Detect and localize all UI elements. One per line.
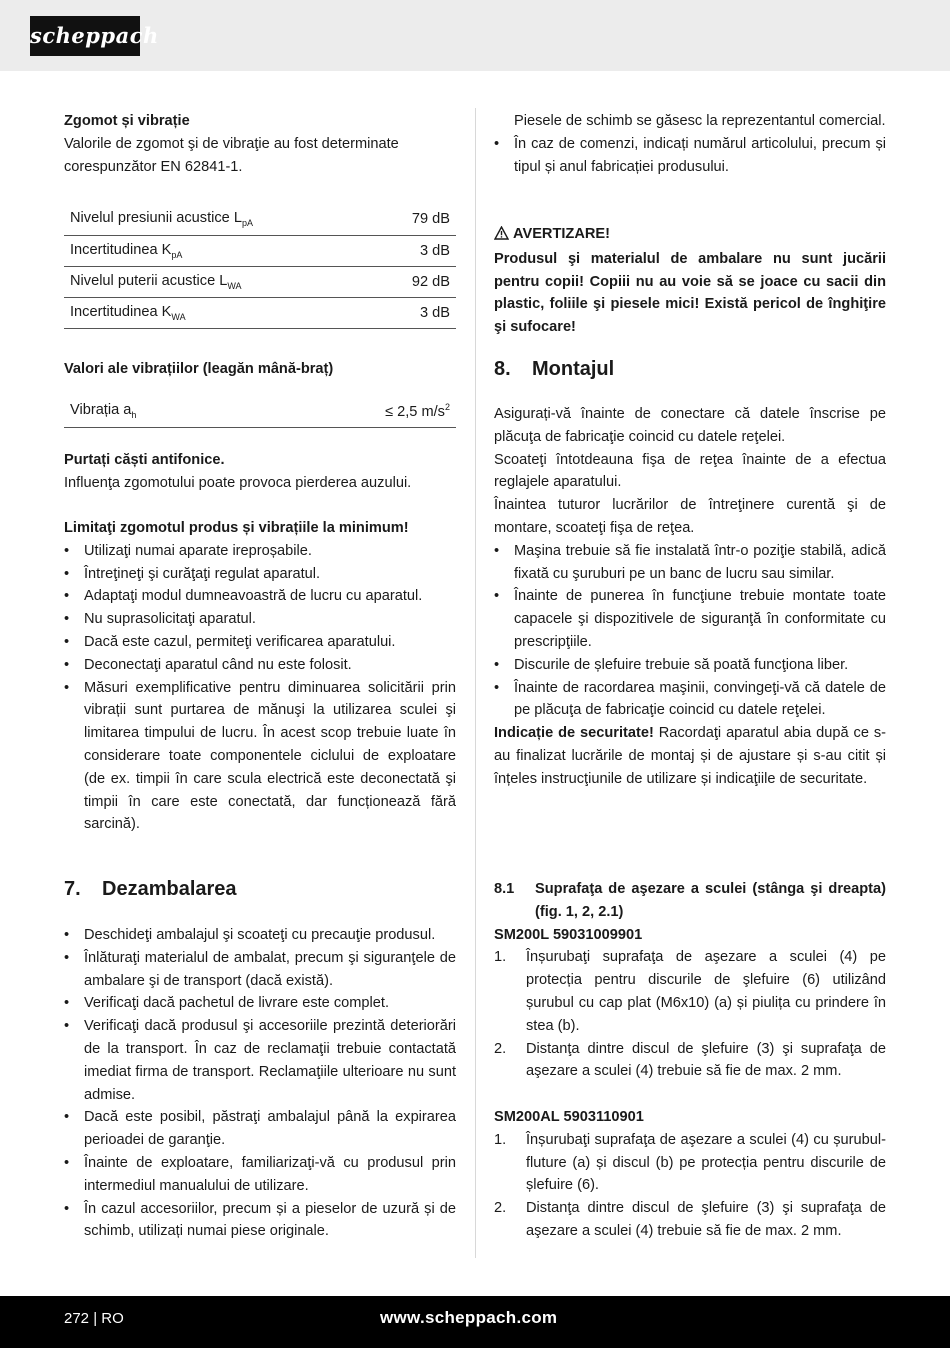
section-8-1 (494, 878, 886, 1083)
list-item: • Verificaţi dacă produsul şi accesoriile prezintă deteriorări de la transport. În caz de reclamaţii trebuie contactată imediat firma de transport. Reclamaţiile ulterioare nu sunt admise. (64, 1015, 456, 1106)
list-item: • Înlăturaţi materialul de ambalat, precum şi siguranţele de ambalare şi de transport (dacă există). (64, 947, 456, 993)
mount-paragraph: Asigurați-vă înainte de conectare că datele înscrise pe plăcuţa de fabricaţie coincid cu datele reţelei. (494, 406, 886, 445)
earmuffs-title: Purtați căști antifonice. (64, 452, 225, 468)
model1-steps (494, 946, 886, 1083)
noise-intro: Valorile de zgomot şi de vibraţie au fost determinate corespunzător EN 62841-1. (64, 135, 399, 175)
vibration-section (64, 358, 456, 381)
section-title: Dezambalarea (102, 878, 237, 900)
list-item: • Întreţineţi şi curăţaţi regulat aparatul. (64, 563, 456, 586)
subsection-number: 8.1 (494, 881, 515, 897)
column-divider (475, 108, 476, 1258)
earmuffs-text: Influenţa zgomotului poate provoca pierderea auzului. (64, 474, 412, 491)
scheppach-logo: scheppach (30, 16, 140, 56)
vibration-table (64, 396, 456, 428)
table-row (64, 396, 456, 427)
noise-title: Zgomot și vibrație (64, 113, 190, 129)
section-number: 8. (494, 358, 511, 380)
model-heading: SM200AL 5903110901 (494, 1109, 644, 1125)
warning-section (494, 223, 886, 339)
model-heading: SM200L 59031009901 (494, 926, 643, 943)
list-item: • Înainte de exploatare, familiarizaţi-vă cu produsul prin intermediul manualului de utilizare. (64, 1152, 456, 1198)
list-item: • Adaptaţi modul dumneavoastră de lucru cu aparatul. (64, 585, 456, 608)
subsection-heading (494, 878, 886, 924)
safety-lead: Indicație de securitate! (494, 725, 654, 742)
mount-section (494, 403, 886, 791)
list-item: • Înainte de racordarea maşinii, convingeţi-vă că datele de pe plăcuţa de fabricaţie coincid cu datele reţelei. (494, 677, 886, 723)
spec-label: Nivelul puterii acustice $L_{WA}$ (64, 266, 376, 297)
list-item: 1. Înșurubaţi suprafaţa de aşezare a sculei (4) cu șurubul-fluture (a) și discul (b) pe protecția pentru discurile de șlefuire (6). (494, 1131, 886, 1194)
list-item: • Înainte de punerea în funcţiune trebuie montate toate capacele şi dispozitivele de siguranţă în conformitate cu prescripţiile. (494, 585, 886, 653)
table-row (64, 235, 456, 266)
limit-section (64, 517, 456, 836)
mount-list (494, 540, 886, 722)
earmuffs-section (64, 449, 456, 495)
list-item: • Verificaţi dacă pachetul de livrare este complet. (64, 992, 456, 1015)
noise-section (64, 110, 456, 178)
list-item: • Măsuri exemplificative pentru diminuarea solicitării prin vibrații sunt purtarea de mănuşi la utilizarea sculei şi limitarea timpului de lucru. În acest scop trebuie luate în considerare toate componentele ciclului de exploatare (de ex. timpii în care scula electrică este deconectată şi timpii în care este conectată, dar funcționează fără sarcină). (64, 677, 456, 837)
unpack-list (64, 924, 456, 1243)
table-row (64, 266, 456, 297)
list-item: • Discurile de șlefuire trebuie să poată funcţiona liber. (494, 654, 886, 677)
limit-list (64, 540, 456, 836)
spec-value: 79 dB (376, 204, 456, 235)
list-item: • În caz de comenzi, indicați numărul articolului, precum și tipul și anul fabricației produsului. (494, 133, 886, 179)
subsection-title: Suprafaţa de aşezare a sculei (stânga şi dreapta) (fig. 1, 2, 2.1) (535, 881, 886, 920)
table-row (64, 297, 456, 328)
list-item: 1. Înșurubaţi suprafaţa de aşezare a sculei (4) pe protecția pentru discurile de şlefuire (6) utilizând șurubul cu cap plat (M6x10) (a) și piulița cu prindere în stea (b). (494, 949, 886, 1034)
spec-value: 92 dB (376, 266, 456, 297)
model2-steps (494, 1129, 886, 1243)
noise-table-wrap (64, 204, 456, 329)
list-item: • Dacă este cazul, permiteţi verificarea aparatului. (64, 631, 456, 654)
vibration-title: Valori ale vibrațiilor (leagăn mână-braț) (64, 361, 334, 377)
mount-paragraph: Scoateţi întotdeauna fişa de reţea înainte de a efectua reglajele aparatului. (494, 451, 886, 491)
mount-heading (494, 357, 886, 381)
spec-label: Vibrația $a_h$ (64, 396, 262, 427)
spare-parts-section (494, 110, 886, 178)
website-url: www.scheppach.com (380, 1308, 558, 1327)
spare-parts-text: Piesele de schimb se găsesc la reprezentantul comercial. (514, 113, 886, 129)
list-item: • Maşina trebuie să fie instalată într-o poziţie stabilă, adică fixată cu şuruburi pe un banc de lucru sau similar. (494, 540, 886, 586)
safety-note (494, 722, 886, 790)
safety-text: Racordaţi aparatul abia după ce s-au finalizat lucrările de montaj și de ajustare și s-au citit și înțeles instrucţiunile de utilizare și indicaţiile de securitate. (494, 725, 886, 787)
warning-title: AVERTIZARE! (513, 226, 611, 242)
list-item: • Deconectaţi aparatul când nu este folosit. (64, 654, 456, 677)
spec-label: Incertitudinea $K_{WA}$ (64, 297, 376, 328)
order-list (494, 133, 886, 179)
page-header (0, 0, 950, 71)
spec-value: ≤ 2,5 $m/s^2$ (262, 396, 456, 427)
list-item: 2. Distanţa dintre discul de şlefuire (3) şi suprafaţa de aşezare a sculei (4) trebuie să fie de max. 2 mm. (494, 1040, 886, 1080)
list-item: • În cazul accesoriilor, precum și a pieselor de uzură și de schimb, utilizați numai piese originale. (64, 1198, 456, 1244)
section-title: Montajul (532, 358, 615, 380)
spec-label: Nivelul presiunii acustice $L_{pA}$ (64, 204, 376, 235)
list-item: • Nu suprasolicitaţi aparatul. (64, 608, 456, 631)
warning-triangle-icon (494, 225, 509, 248)
limit-title: Limitaţi zgomotul produs și vibrațiile la minimum! (64, 520, 409, 536)
mount-paragraph: Înaintea tuturor lucrărilor de întreţinere curentă şi de montare, scoateţi fişa de reţea. (494, 497, 886, 536)
warning-text: Produsul şi materialul de ambalare nu sunt jucării pentru copii! Copiii nu au voie să se joace cu sacii din plastic, foliile şi piesele mici! Există pericol de înghiţire şi sufocare! (494, 250, 886, 336)
unpack-heading (64, 877, 456, 901)
list-item: 2. Distanţa dintre discul de şlefuire (3) şi suprafaţa de aşezare a sculei (4) trebuie să fie de max. 2 mm. (494, 1200, 886, 1239)
model2-section (494, 1106, 886, 1243)
page-footer (0, 1296, 950, 1348)
page-number: 272 | RO (64, 1310, 124, 1327)
spec-value: 3 dB (376, 235, 456, 266)
list-item: • Deschideţi ambalajul şi scoateţi cu precauţie produsul. (64, 924, 456, 947)
table-row (64, 204, 456, 235)
list-item: • Dacă este posibil, păstraţi ambalajul până la expirarea perioadei de garanţie. (64, 1106, 456, 1152)
vibration-table-wrap (64, 396, 456, 428)
spec-label: Incertitudinea $K_{pA}$ (64, 235, 376, 266)
unpack-section (64, 924, 456, 1243)
spec-value: 3 dB (376, 297, 456, 328)
noise-table (64, 204, 456, 329)
list-item: • Utilizaţi numai aparate ireproșabile. (64, 540, 456, 563)
section-number: 7. (64, 878, 81, 900)
